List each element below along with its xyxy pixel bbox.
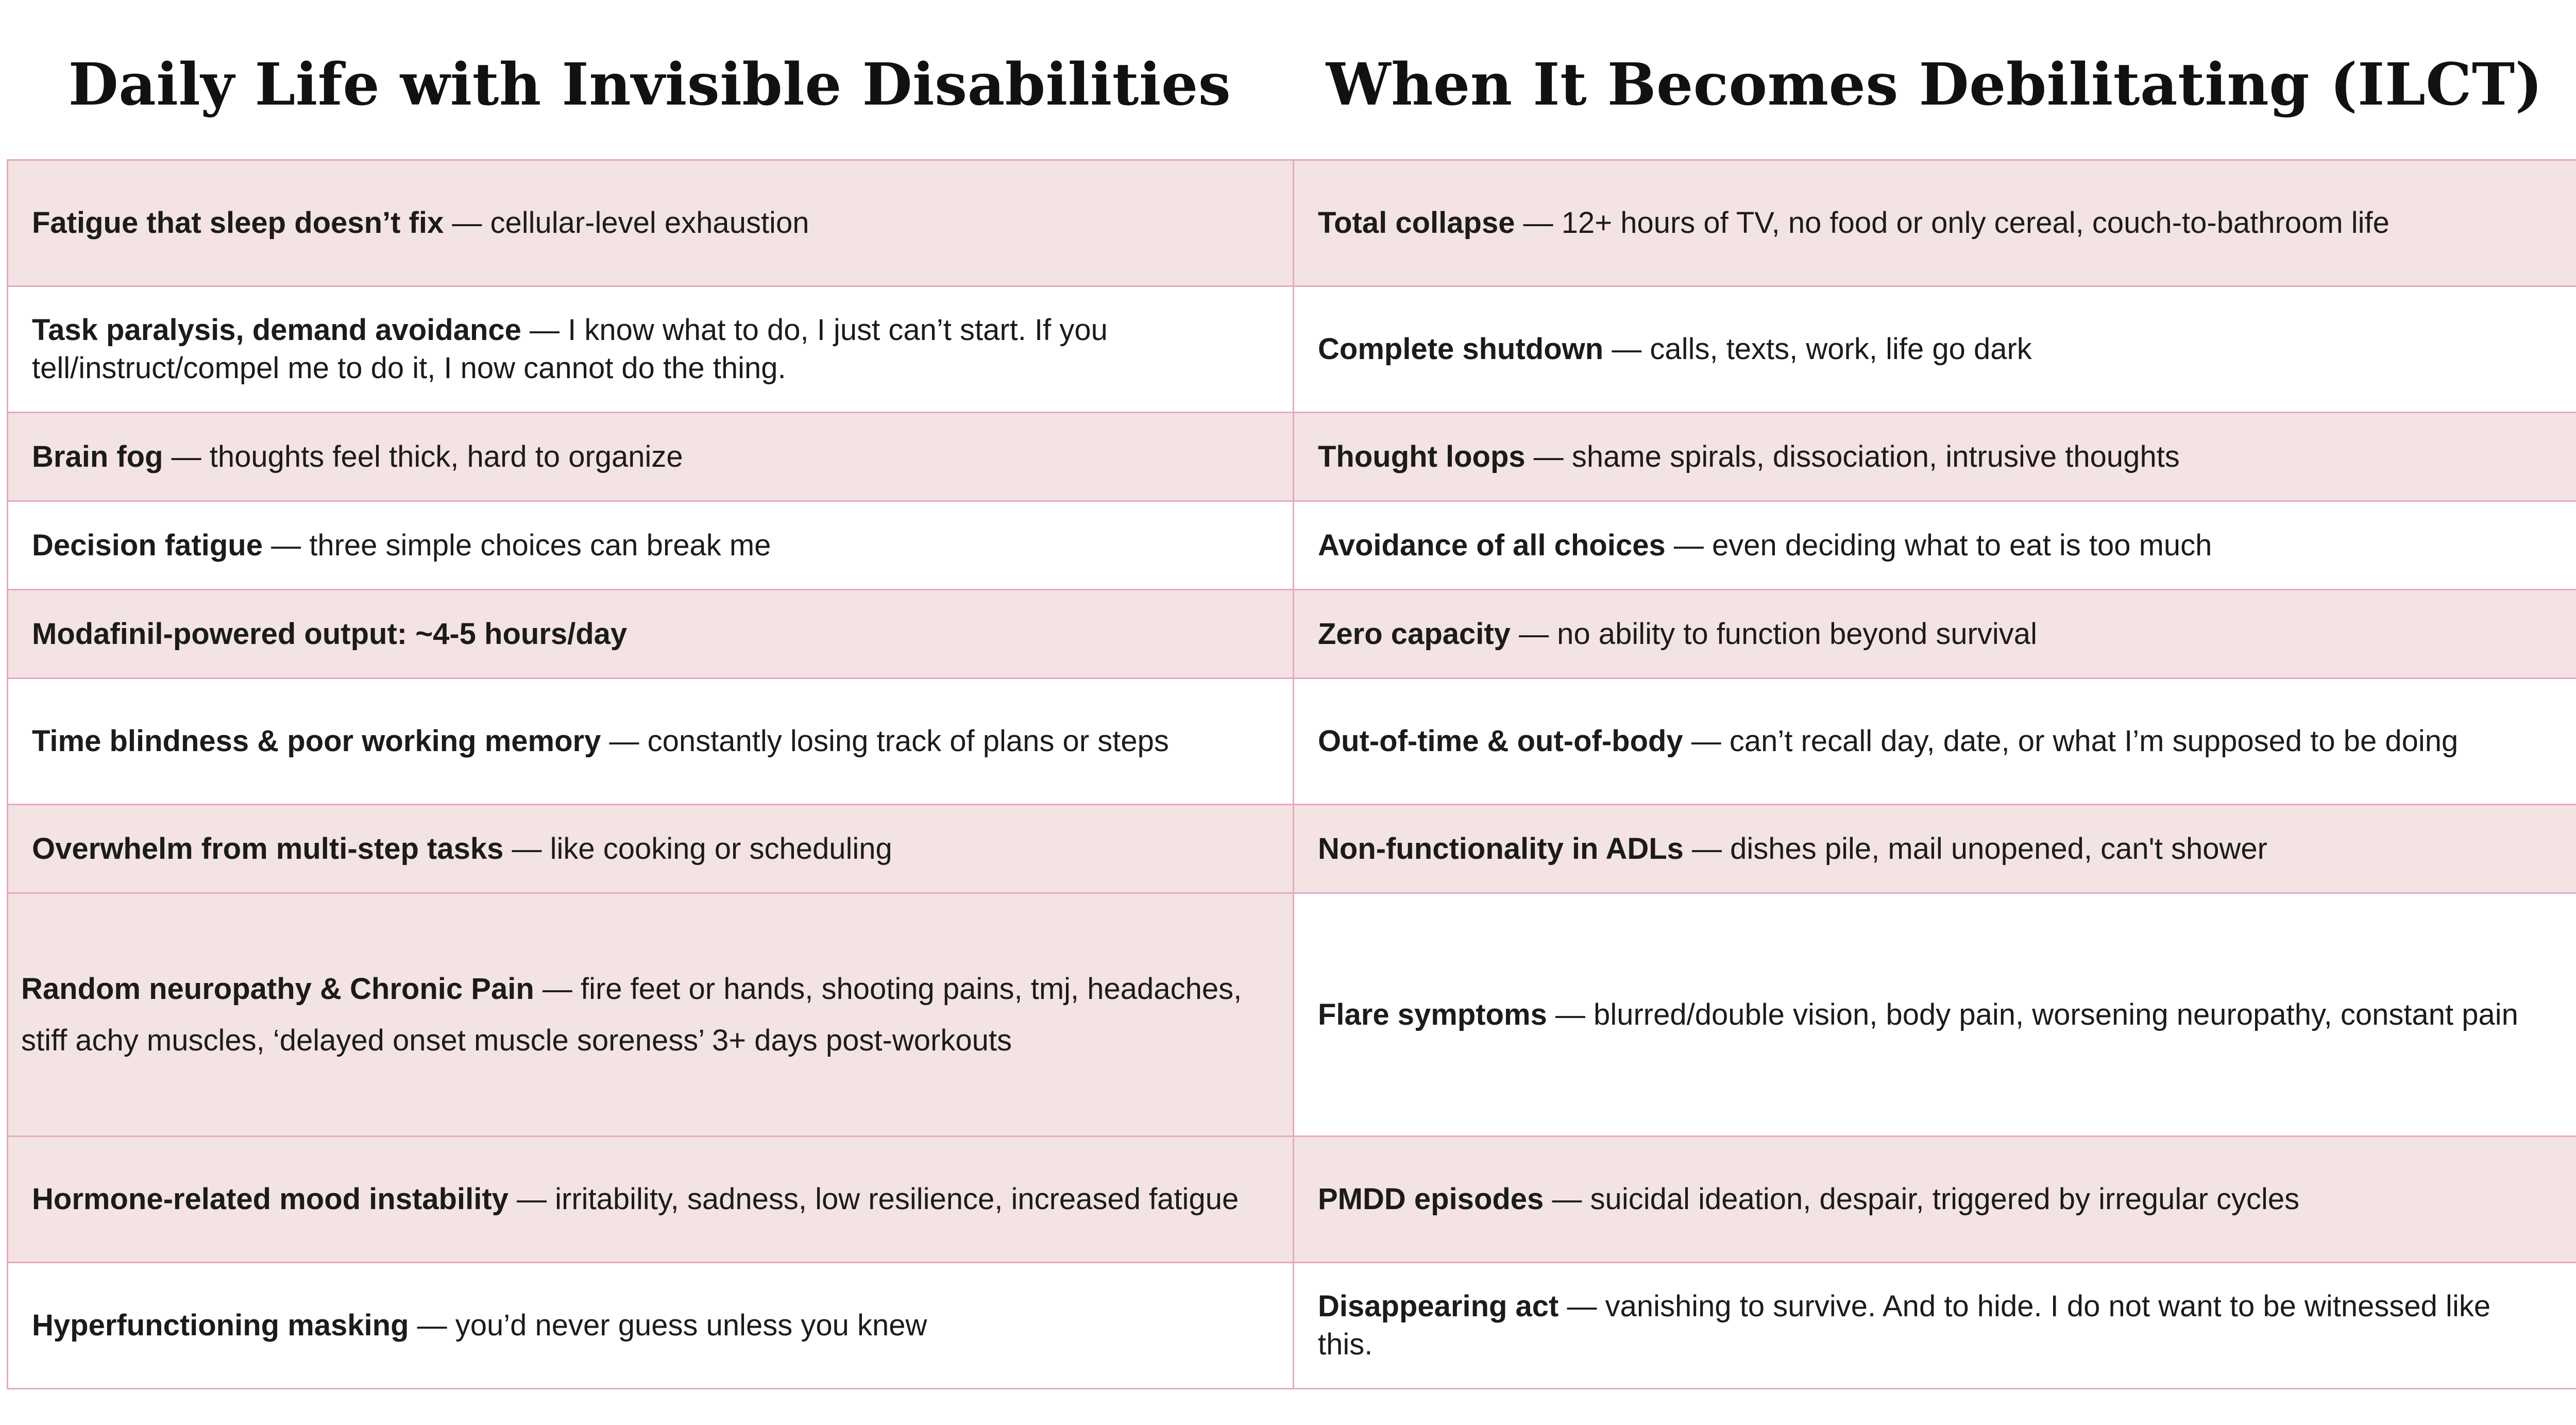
table-row bbox=[8, 501, 2576, 590]
cell-description: — thoughts feel thick, hard to organize bbox=[163, 439, 683, 473]
debilitating-cell bbox=[1294, 678, 2576, 805]
cell-term: Flare symptoms bbox=[1318, 997, 1547, 1031]
cell-description: — calls, texts, work, life go dark bbox=[1603, 332, 2032, 366]
daily-life-cell bbox=[8, 286, 1294, 413]
daily-life-cell bbox=[8, 893, 1294, 1136]
column-headers bbox=[7, 0, 2576, 159]
cell-term: Zero capacity bbox=[1318, 617, 1511, 651]
daily-life-cell bbox=[8, 501, 1294, 590]
cell-description: — three simple choices can break me bbox=[262, 528, 771, 562]
cell-term: Decision fatigue bbox=[32, 528, 263, 562]
cell-description: — blurred/double vision, body pain, worsening neuropathy, constant pain bbox=[1547, 997, 2518, 1031]
cell-description: — shame spirals, dissociation, intrusive thoughts bbox=[1525, 439, 2180, 473]
cell-term: Fatigue that sleep doesn’t fix bbox=[32, 206, 444, 240]
debilitating-cell bbox=[1294, 1136, 2576, 1263]
cell-term: Avoidance of all choices bbox=[1318, 528, 1666, 562]
cell-term: Hyperfunctioning masking bbox=[32, 1309, 409, 1342]
table-row bbox=[8, 893, 2576, 1136]
table-row bbox=[8, 590, 2576, 678]
debilitating-cell bbox=[1294, 413, 2576, 501]
cell-term: Complete shutdown bbox=[1318, 332, 1604, 366]
cell-term: Overwhelm from multi-step tasks bbox=[32, 832, 504, 866]
right-column-heading: When It Becomes Debilitating (ILCT) bbox=[1326, 51, 2543, 118]
comparison-table bbox=[7, 159, 2576, 1389]
daily-life-cell bbox=[8, 590, 1294, 678]
table-row bbox=[8, 1136, 2576, 1263]
daily-life-cell bbox=[8, 678, 1294, 805]
cell-description: — irritability, sadness, low resilience, increased fatigue bbox=[508, 1182, 1239, 1216]
cell-term: Hormone-related mood instability bbox=[32, 1182, 509, 1216]
debilitating-cell bbox=[1294, 1263, 2576, 1389]
daily-life-cell bbox=[8, 805, 1294, 893]
daily-life-cell bbox=[8, 1263, 1294, 1389]
cell-description: — constantly losing track of plans or steps bbox=[601, 724, 1169, 758]
cell-term: Total collapse bbox=[1318, 206, 1515, 240]
debilitating-cell bbox=[1294, 501, 2576, 590]
table-row bbox=[8, 160, 2576, 286]
cell-term: Modafinil-powered output: ~4-5 hours/day bbox=[32, 617, 628, 651]
cell-term: Brain fog bbox=[32, 439, 163, 473]
cell-term: PMDD episodes bbox=[1318, 1182, 1544, 1216]
cell-term: Non-functionality in ADLs bbox=[1318, 832, 1684, 866]
table-row bbox=[8, 413, 2576, 501]
debilitating-cell bbox=[1294, 590, 2576, 678]
cell-term: Random neuropathy & Chronic Pain bbox=[21, 972, 534, 1006]
debilitating-cell bbox=[1294, 893, 2576, 1136]
cell-description: — can’t recall day, date, or what I’m supposed to be doing bbox=[1683, 724, 2459, 758]
cell-term: Out-of-time & out-of-body bbox=[1318, 724, 1683, 758]
cell-term: Task paralysis, demand avoidance bbox=[32, 313, 521, 347]
cell-term: Time blindness & poor working memory bbox=[32, 724, 601, 758]
cell-description: — dishes pile, mail unopened, can't shower bbox=[1683, 832, 2267, 866]
daily-life-cell bbox=[8, 160, 1294, 286]
daily-life-cell bbox=[8, 1136, 1294, 1263]
table-row bbox=[8, 1263, 2576, 1389]
debilitating-cell bbox=[1294, 160, 2576, 286]
cell-description: — even deciding what to eat is too much bbox=[1665, 528, 2212, 562]
cell-description: — like cooking or scheduling bbox=[503, 832, 892, 866]
debilitating-cell bbox=[1294, 286, 2576, 413]
debilitating-cell bbox=[1294, 805, 2576, 893]
table-row bbox=[8, 805, 2576, 893]
cell-description: — vanishing to survive. And to hide. I do not want to be witnessed like this. bbox=[1318, 1290, 2491, 1361]
cell-description: — suicidal ideation, despair, triggered by irregular cycles bbox=[1544, 1182, 2300, 1216]
cell-description: — 12+ hours of TV, no food or only cereal, couch-to-bathroom life bbox=[1515, 206, 2389, 240]
cell-description: — you’d never guess unless you knew bbox=[409, 1309, 927, 1342]
table-row bbox=[8, 678, 2576, 805]
cell-term: Disappearing act bbox=[1318, 1290, 1559, 1323]
table-row bbox=[8, 286, 2576, 413]
daily-life-cell bbox=[8, 413, 1294, 501]
cell-description: — I know what to do, I just can’t start. If you tell/instruct/compel me to do it, I now cannot do the thing. bbox=[32, 313, 1108, 385]
left-column-heading: Daily Life with Invisible Disabilities bbox=[68, 51, 1231, 118]
cell-description: — cellular-level exhaustion bbox=[444, 206, 809, 240]
cell-description: — fire feet or hands, shooting pains, tmj, headaches, stiff achy muscles, ‘delayed onset muscle soreness’ 3+ days post-workouts bbox=[21, 972, 1242, 1057]
cell-term: Thought loops bbox=[1318, 439, 1526, 473]
cell-description: — no ability to function beyond survival bbox=[1510, 617, 2037, 651]
